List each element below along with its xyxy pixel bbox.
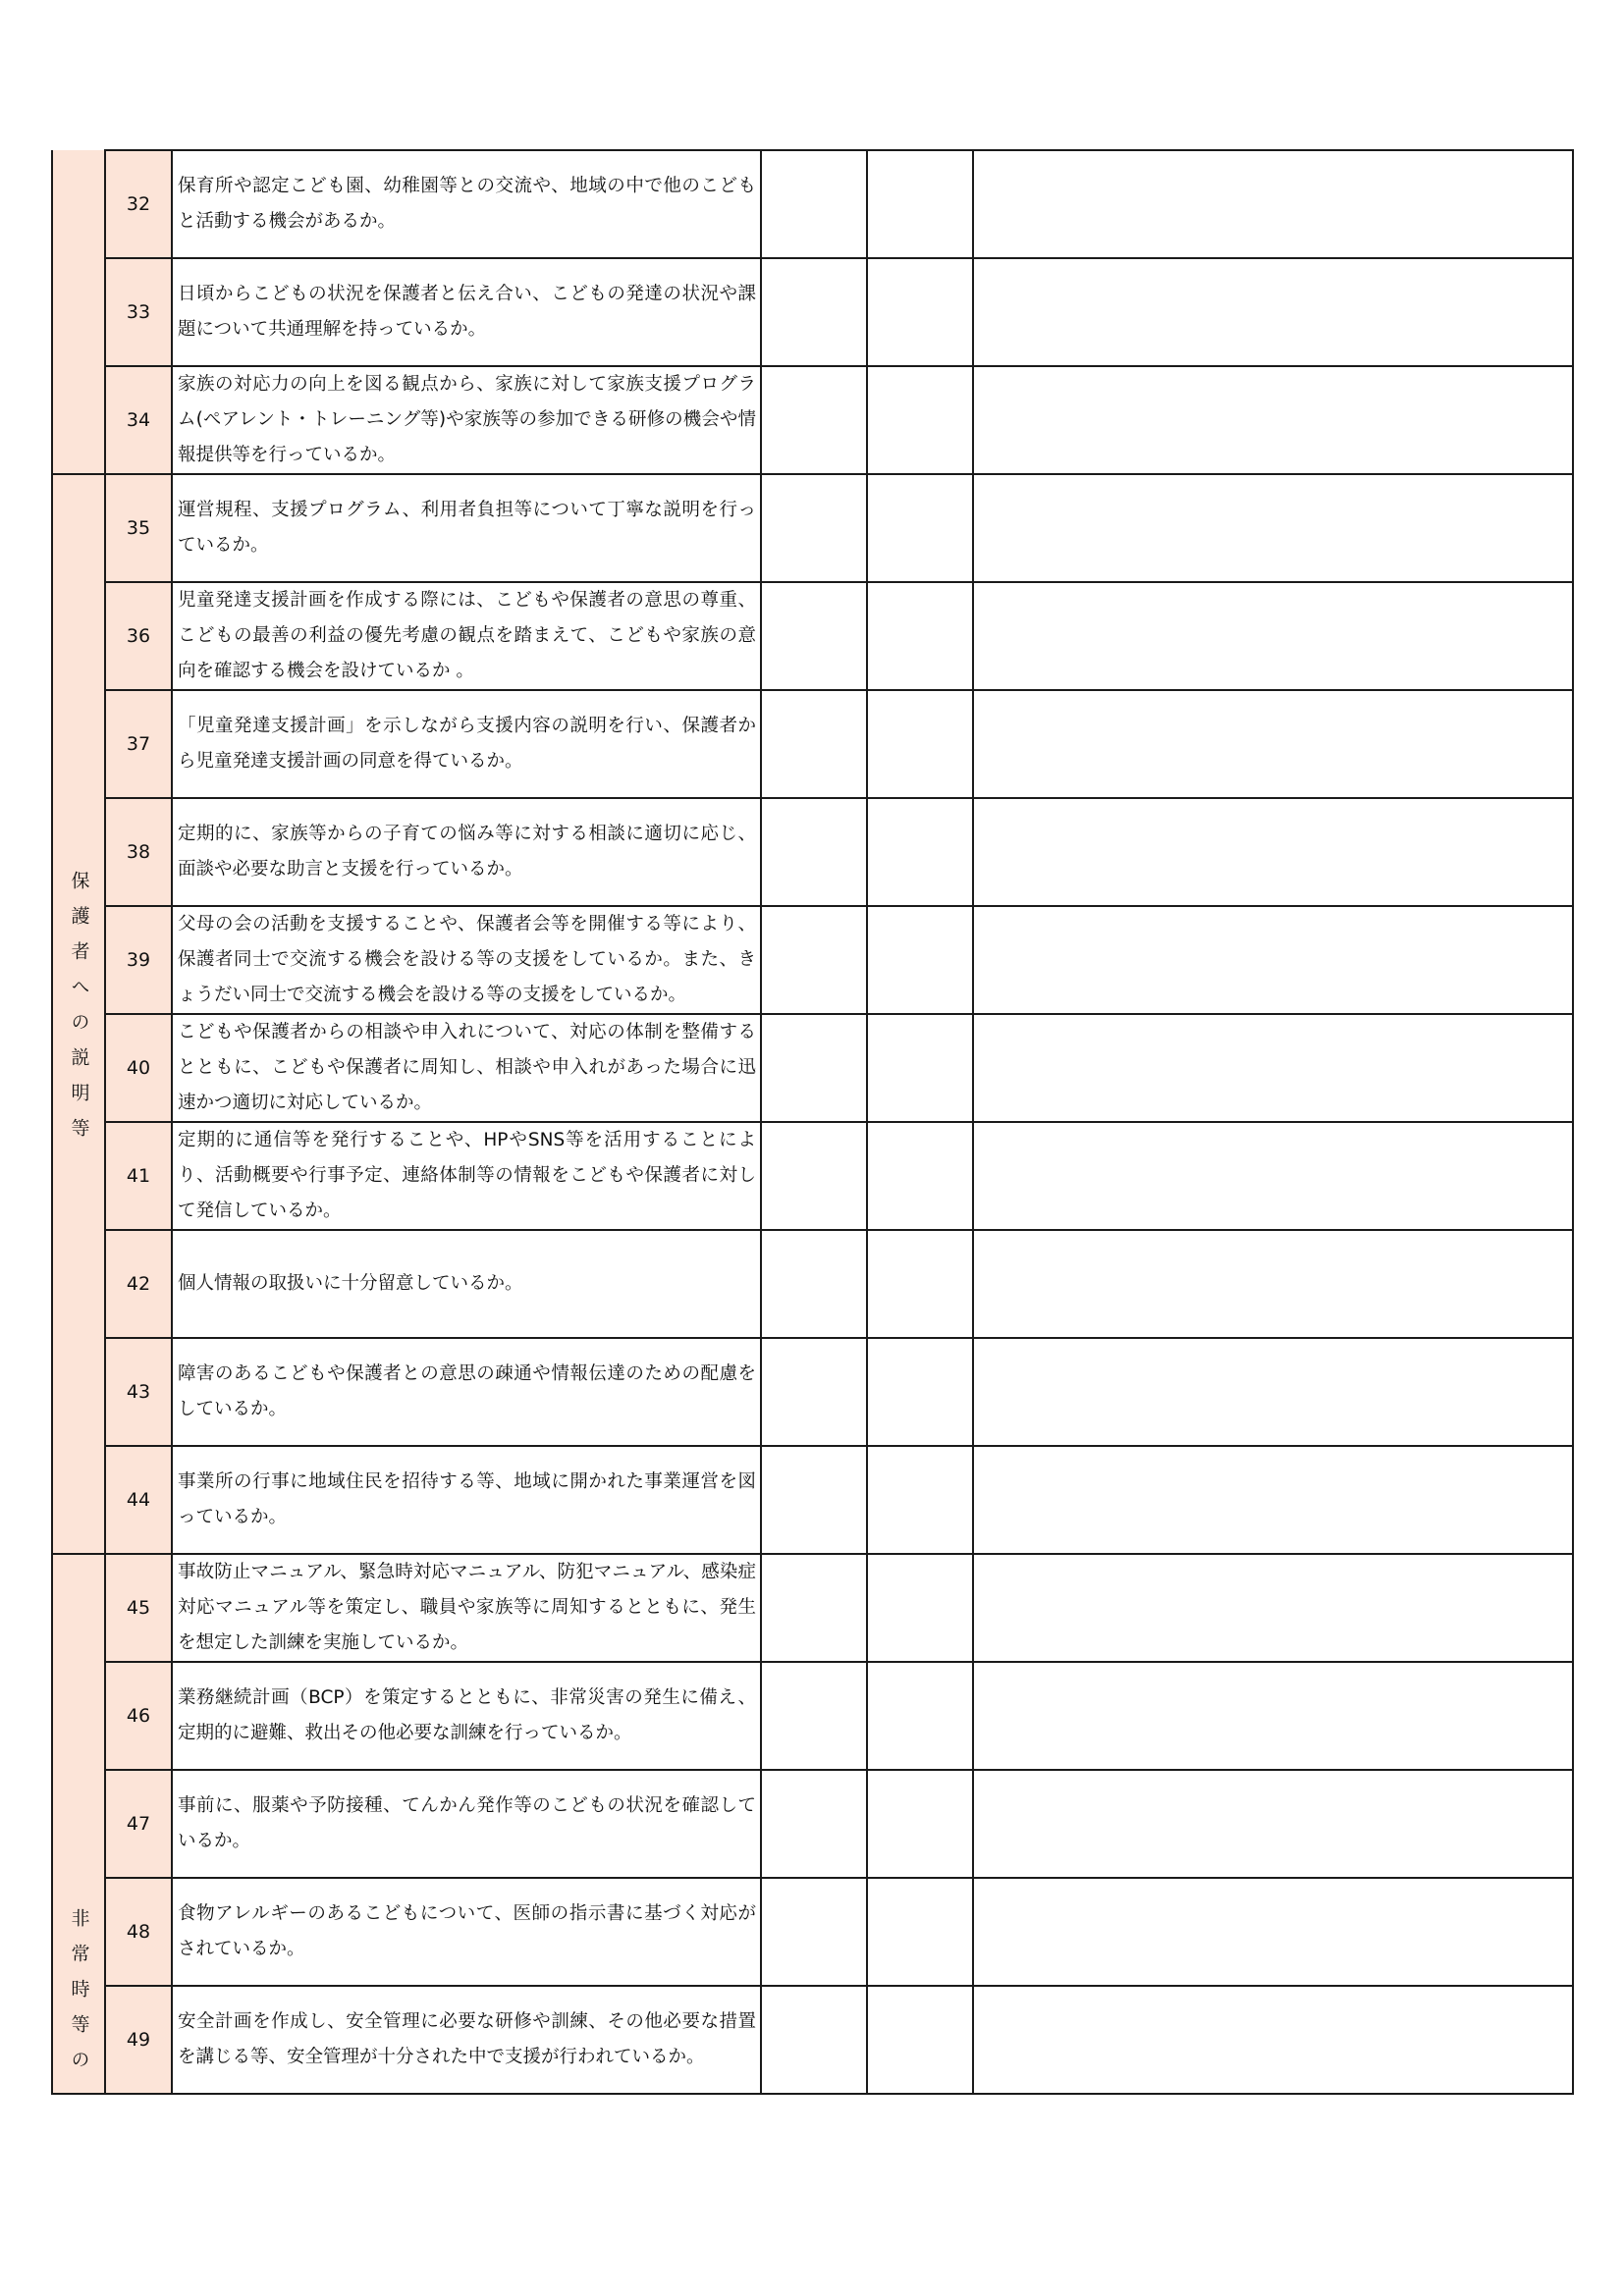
check-no-cell[interactable] (867, 1770, 973, 1878)
remarks-cell[interactable] (973, 1662, 1573, 1770)
item-question: 「児童発達支援計画」を示しながら支援内容の説明を行い、保護者から児童発達支援計画の同意を得ているか。 (172, 690, 761, 798)
check-no-cell[interactable] (867, 798, 973, 906)
check-yes-cell[interactable] (761, 798, 867, 906)
category-label: 非常時等の (68, 1908, 90, 2085)
remarks-cell[interactable] (973, 258, 1573, 366)
item-question: 業務継続計画（BCP）を策定するとともに、非常災害の発生に備え、定期的に避難、救出その他必要な訓練を行っているか。 (172, 1662, 761, 1770)
check-yes-cell[interactable] (761, 1446, 867, 1554)
checklist-row (52, 1446, 1573, 1554)
checklist-rows (52, 150, 1573, 2094)
item-question: 運営規程、支援プログラム、利用者負担等について丁寧な説明を行っているか。 (172, 474, 761, 582)
checklist-row (52, 366, 1573, 474)
checklist-row (52, 798, 1573, 906)
checklist-row (52, 582, 1573, 690)
remarks-cell[interactable] (973, 1230, 1573, 1338)
check-yes-cell[interactable] (761, 150, 867, 258)
check-no-cell[interactable] (867, 1122, 973, 1230)
item-number: 35 (105, 474, 172, 582)
item-number: 40 (105, 1014, 172, 1122)
remarks-cell[interactable] (973, 798, 1573, 906)
checklist-row (52, 474, 1573, 582)
checklist-row (52, 1014, 1573, 1122)
check-yes-cell[interactable] (761, 1986, 867, 2094)
checklist-row (52, 690, 1573, 798)
item-number: 38 (105, 798, 172, 906)
item-number: 37 (105, 690, 172, 798)
item-number: 46 (105, 1662, 172, 1770)
item-number: 33 (105, 258, 172, 366)
check-no-cell[interactable] (867, 582, 973, 690)
item-question: 食物アレルギーのあるこどもについて、医師の指示書に基づく対応がされているか。 (172, 1878, 761, 1986)
checklist-row (52, 1554, 1573, 1662)
check-no-cell[interactable] (867, 1230, 973, 1338)
check-yes-cell[interactable] (761, 582, 867, 690)
item-number: 48 (105, 1878, 172, 1986)
item-question: 個人情報の取扱いに十分留意しているか。 (172, 1230, 761, 1338)
remarks-cell[interactable] (973, 150, 1573, 258)
check-yes-cell[interactable] (761, 1662, 867, 1770)
item-number: 39 (105, 906, 172, 1014)
item-number: 41 (105, 1122, 172, 1230)
item-question: 定期的に、家族等からの子育ての悩み等に対する相談に適切に応じ、面談や必要な助言と支援を行っているか。 (172, 798, 761, 906)
category-cell-emergency (52, 1554, 105, 2094)
item-question: 安全計画を作成し、安全管理に必要な研修や訓練、その他必要な措置を講じる等、安全管理が十分された中で支援が行われているか。 (172, 1986, 761, 2094)
checklist-row (52, 1230, 1573, 1338)
check-no-cell[interactable] (867, 366, 973, 474)
check-yes-cell[interactable] (761, 1338, 867, 1446)
remarks-cell[interactable] (973, 474, 1573, 582)
checklist-row (52, 906, 1573, 1014)
check-no-cell[interactable] (867, 1446, 973, 1554)
check-no-cell[interactable] (867, 1338, 973, 1446)
check-yes-cell[interactable] (761, 906, 867, 1014)
remarks-cell[interactable] (973, 1770, 1573, 1878)
item-question: 保育所や認定こども園、幼稚園等との交流や、地域の中で他のこどもと活動する機会があるか。 (172, 150, 761, 258)
check-no-cell[interactable] (867, 1554, 973, 1662)
item-number: 49 (105, 1986, 172, 2094)
check-no-cell[interactable] (867, 150, 973, 258)
remarks-cell[interactable] (973, 1878, 1573, 1986)
remarks-cell[interactable] (973, 1554, 1573, 1662)
remarks-cell[interactable] (973, 1122, 1573, 1230)
check-yes-cell[interactable] (761, 1770, 867, 1878)
item-question: 定期的に通信等を発行することや、HPやSNS等を活用することにより、活動概要や行事予定、連絡体制等の情報をこどもや保護者に対して発信しているか。 (172, 1122, 761, 1230)
checklist-row (52, 1770, 1573, 1878)
check-no-cell[interactable] (867, 474, 973, 582)
remarks-cell[interactable] (973, 1446, 1573, 1554)
remarks-cell[interactable] (973, 582, 1573, 690)
check-yes-cell[interactable] (761, 1230, 867, 1338)
item-question: 児童発達支援計画を作成する際には、こどもや保護者の意思の尊重、こどもの最善の利益の優先考慮の観点を踏まえて、こどもや家族の意向を確認する機会を設けているか 。 (172, 582, 761, 690)
checklist-table (51, 149, 1574, 2095)
check-no-cell[interactable] (867, 690, 973, 798)
check-yes-cell[interactable] (761, 366, 867, 474)
checklist-row (52, 150, 1573, 258)
remarks-cell[interactable] (973, 906, 1573, 1014)
checklist-row (52, 1878, 1573, 1986)
check-yes-cell[interactable] (761, 474, 867, 582)
checklist-row (52, 1122, 1573, 1230)
check-no-cell[interactable] (867, 1878, 973, 1986)
item-question: 事業所の行事に地域住民を招待する等、地域に開かれた事業運営を図っているか。 (172, 1446, 761, 1554)
item-number: 32 (105, 150, 172, 258)
checklist-row (52, 1986, 1573, 2094)
item-number: 44 (105, 1446, 172, 1554)
check-no-cell[interactable] (867, 1662, 973, 1770)
check-no-cell[interactable] (867, 258, 973, 366)
item-number: 34 (105, 366, 172, 474)
checklist-row (52, 1662, 1573, 1770)
check-yes-cell[interactable] (761, 1878, 867, 1986)
item-question: 事前に、服薬や予防接種、てんかん発作等のこどもの状況を確認しているか。 (172, 1770, 761, 1878)
category-cell-prev (52, 150, 105, 474)
item-question: 障害のあるこどもや保護者との意思の疎通や情報伝達のための配慮をしているか。 (172, 1338, 761, 1446)
item-number: 47 (105, 1770, 172, 1878)
item-number: 42 (105, 1230, 172, 1338)
item-question: 事故防止マニュアル、緊急時対応マニュアル、防犯マニュアル、感染症対応マニュアル等を策定し、職員や家族等に周知するとともに、発生を想定した訓練を実施しているか。 (172, 1554, 761, 1662)
check-yes-cell[interactable] (761, 258, 867, 366)
remarks-cell[interactable] (973, 1014, 1573, 1122)
checklist-row (52, 258, 1573, 366)
category-cell-explain (52, 474, 105, 1554)
check-no-cell[interactable] (867, 1014, 973, 1122)
check-no-cell[interactable] (867, 1986, 973, 2094)
remarks-cell[interactable] (973, 366, 1573, 474)
remarks-cell[interactable] (973, 1338, 1573, 1446)
item-question: 日頃からこどもの状況を保護者と伝え合い、こどもの発達の状況や課題について共通理解を持っているか。 (172, 258, 761, 366)
check-yes-cell[interactable] (761, 1014, 867, 1122)
check-yes-cell[interactable] (761, 690, 867, 798)
check-yes-cell[interactable] (761, 1554, 867, 1662)
item-number: 43 (105, 1338, 172, 1446)
item-question: こどもや保護者からの相談や申入れについて、対応の体制を整備するとともに、こどもや保護者に周知し、相談や申入れがあった場合に迅速かつ適切に対応しているか。 (172, 1014, 761, 1122)
item-number: 45 (105, 1554, 172, 1662)
item-number: 36 (105, 582, 172, 690)
category-label: 保護者への説明等 (68, 871, 90, 1153)
check-yes-cell[interactable] (761, 1122, 867, 1230)
check-no-cell[interactable] (867, 906, 973, 1014)
remarks-cell[interactable] (973, 690, 1573, 798)
checklist-row (52, 1338, 1573, 1446)
item-question: 家族の対応力の向上を図る観点から、家族に対して家族支援プログラム(ペアレント・トレーニング等)や家族等の参加できる研修の機会や情報提供等を行っているか。 (172, 366, 761, 474)
item-question: 父母の会の活動を支援することや、保護者会等を開催する等により、保護者同士で交流する機会を設ける等の支援をしているか。また、きょうだい同士で交流する機会を設ける等の支援をしているか。 (172, 906, 761, 1014)
remarks-cell[interactable] (973, 1986, 1573, 2094)
